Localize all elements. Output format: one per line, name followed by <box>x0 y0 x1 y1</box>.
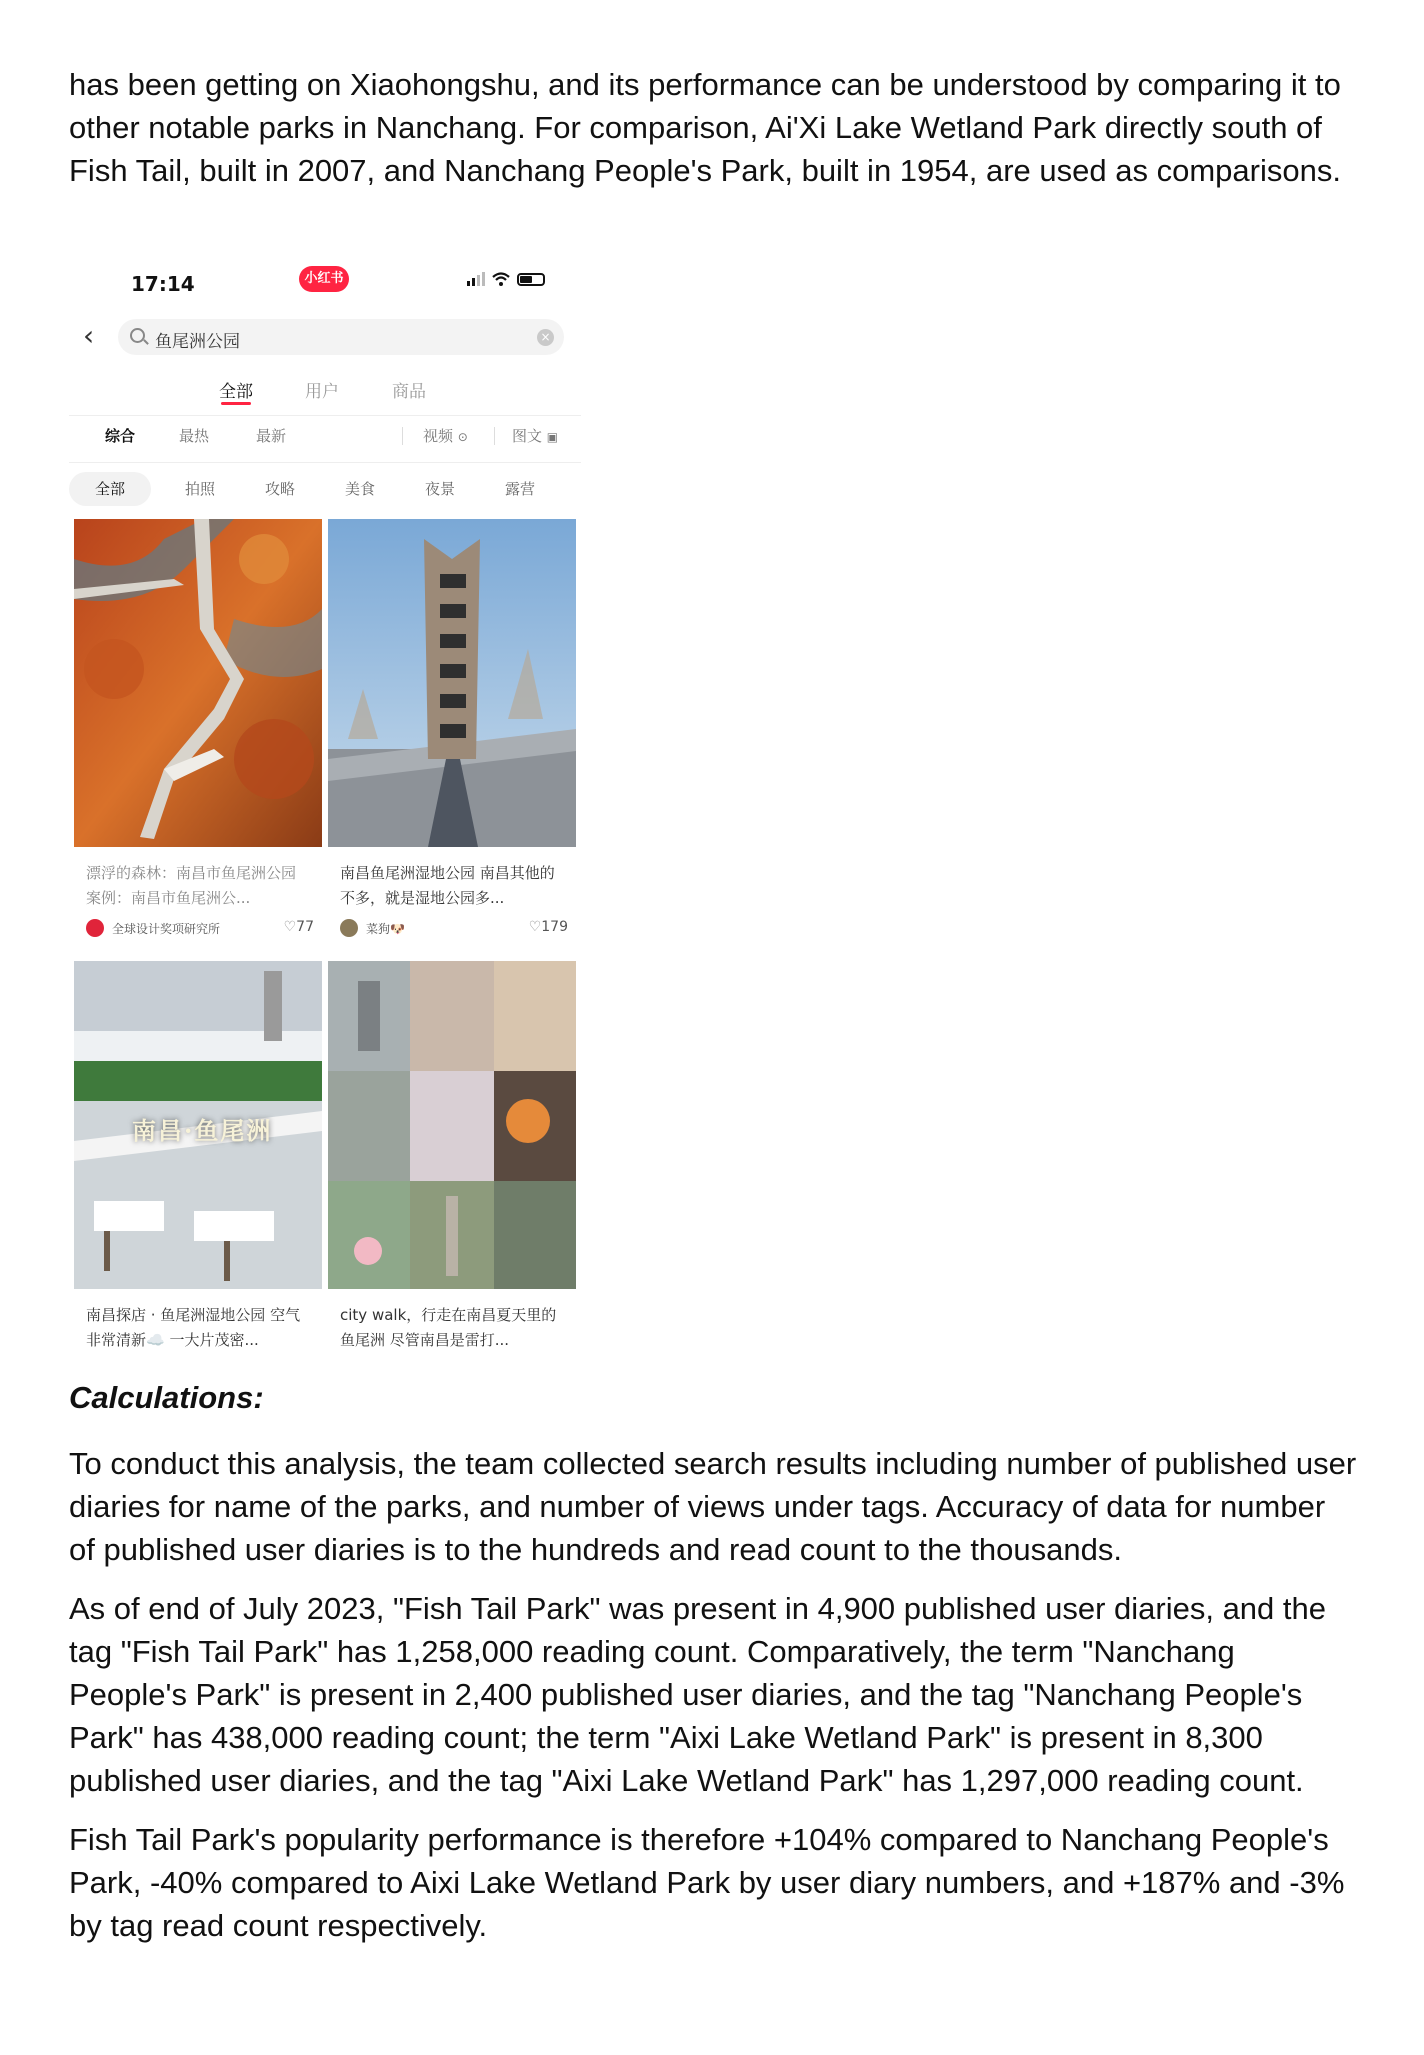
sort-tabs <box>69 425 581 455</box>
like-count[interactable] <box>529 919 568 935</box>
sort-comprehensive[interactable]: 综合 <box>105 427 136 445</box>
note-card[interactable] <box>328 519 576 949</box>
tab-products[interactable]: 商品 <box>392 382 426 402</box>
filter-image-text[interactable] <box>512 425 558 446</box>
chip-camping[interactable]: 露营 <box>504 480 535 498</box>
note-card[interactable] <box>328 961 576 1363</box>
tab-users[interactable]: 用户 <box>305 382 339 402</box>
note-title: 漂浮的森林：南昌市鱼尾洲公园 案例：南昌市鱼尾洲公... <box>86 864 297 907</box>
author-name: 全球设计奖项研究所 <box>112 922 221 936</box>
status-time: 17:14 <box>131 272 195 296</box>
active-tab-indicator <box>221 402 251 405</box>
image-icon: ▣ <box>546 430 559 444</box>
lookout-tower-image <box>328 519 576 847</box>
clear-icon[interactable]: × <box>537 329 554 346</box>
filter-chips <box>69 472 581 508</box>
method-paragraph: To conduct this analysis, the team collected search results including number of published user diaries for name of the parks, and number of views under tags. Accuracy of data for number of published user diaries is to the hundreds and read count to the thousands. <box>69 1446 1357 1567</box>
note-card[interactable] <box>74 961 322 1363</box>
chip-guide[interactable]: 攻略 <box>264 480 295 498</box>
note-meta <box>86 919 314 939</box>
back-button[interactable]: ‹ <box>83 319 95 352</box>
divider <box>494 427 495 445</box>
photo-collage-image <box>328 961 576 1289</box>
wetland-boardwalk-image <box>74 519 322 847</box>
chip-food[interactable]: 美食 <box>344 480 375 498</box>
main-tabs <box>69 377 581 407</box>
status-icons <box>467 272 545 286</box>
search-icon <box>130 328 145 343</box>
battery-icon <box>517 273 545 286</box>
divider <box>69 415 581 416</box>
filter-image-text-label: 图文 <box>512 427 543 445</box>
heart-icon: ♡ <box>528 919 542 935</box>
calculations-heading: Calculations: <box>69 1380 264 1415</box>
xiaohongshu-screenshot <box>69 255 581 1363</box>
avatar <box>340 919 358 937</box>
tab-all[interactable]: 全部 <box>219 382 253 402</box>
author-name: 菜狗🐶 <box>366 922 405 936</box>
signal-icon <box>467 272 485 286</box>
image-overlay-text: 南昌·鱼尾洲 <box>132 1116 273 1145</box>
chip-night[interactable]: 夜景 <box>424 480 455 498</box>
stats-paragraph: As of end of July 2023, "Fish Tail Park" was present in 4,900 published user diaries, and the tag "Fish Tail Park" has 1,258,000 reading count. Comparatively, the term "Nanchang People's Park" is present in 2,400 published user diaries, and the tag "Nanchang People's Park" has 438,000 reading count; the term "Aixi Lake Wetland Park" is present in 8,300 published user diaries, and the tag "Aixi Lake Wetland Park" has 1,297,000 reading count. <box>69 1591 1326 1798</box>
like-count-value: 179 <box>541 919 568 935</box>
like-count[interactable] <box>284 919 314 935</box>
intro-paragraph: has been getting on Xiaohongshu, and its performance can be understood by comparing it to other notable parks in Nanchang. For comparison, Ai'Xi Lake Wetland Park directly south of Fish Tail, built in 2007, and Nanchang People's Park, built in 1954, are used as comparisons. <box>69 67 1341 188</box>
note-title: city walk，行走在南昌夏天里的鱼尾洲 尽管南昌是雷打... <box>340 1306 557 1349</box>
note-title: 南昌鱼尾洲湿地公园 南昌其他的不多，就是湿地公园多... <box>340 864 555 907</box>
sort-hottest[interactable]: 最热 <box>179 427 210 445</box>
like-count-value: 77 <box>296 919 314 935</box>
divider <box>402 427 403 445</box>
search-input[interactable] <box>118 319 564 355</box>
restaurant-collage-image <box>74 961 322 1289</box>
note-card[interactable] <box>74 519 322 949</box>
play-icon: ⊙ <box>457 430 468 444</box>
wifi-icon <box>492 272 510 286</box>
avatar <box>86 919 104 937</box>
chip-all[interactable]: 全部 <box>69 472 151 506</box>
app-badge: 小红书 <box>299 266 349 292</box>
filter-video[interactable] <box>423 425 468 446</box>
sort-newest[interactable]: 最新 <box>256 427 287 445</box>
chip-photo[interactable]: 拍照 <box>184 480 215 498</box>
result-paragraph: Fish Tail Park's popularity performance is therefore +104% compared to Nanchang People's Park, -40% compared to Aixi Lake Wetland Park by user diary numbers, and +187% and -3% by tag read count respectively. <box>69 1822 1345 1943</box>
note-meta <box>340 919 568 939</box>
note-title: 南昌探店 · 鱼尾洲湿地公园 空气非常清新☁️ 一大片茂密... <box>86 1306 301 1349</box>
heart-icon: ♡ <box>283 919 297 935</box>
divider <box>69 462 581 463</box>
search-query: 鱼尾洲公园 <box>155 332 240 352</box>
filter-video-label: 视频 <box>423 427 454 445</box>
